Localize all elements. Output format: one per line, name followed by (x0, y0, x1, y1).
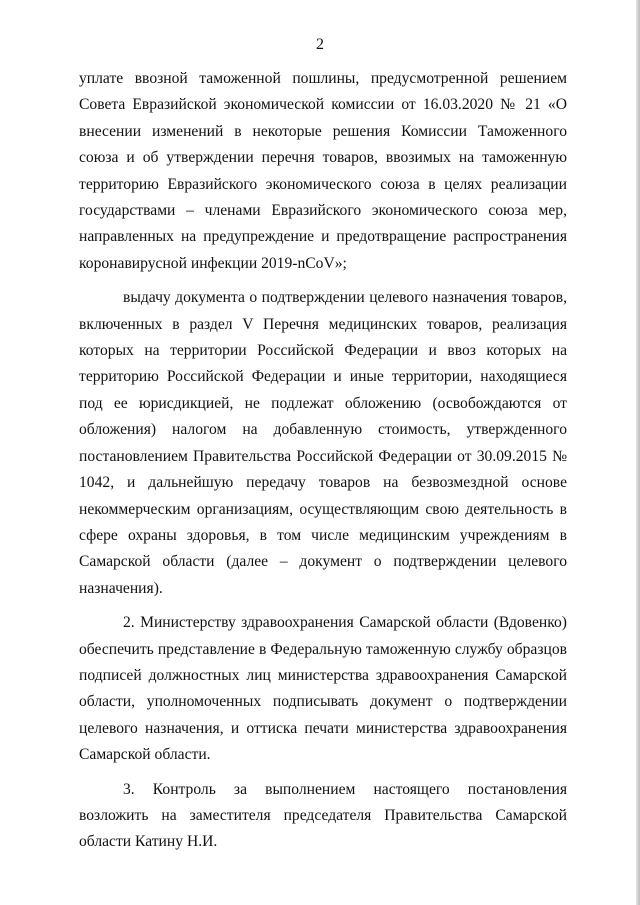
page-number: 2 (316, 36, 324, 53)
page-edge-shadow (636, 0, 640, 905)
paragraph-control: 3. Контроль за выполнением настоящего постановления возложить на заместителя председателя Правительства Самарской области Катину Н.И. (79, 780, 567, 851)
document-body (79, 66, 567, 856)
paragraph-document-issuance: выдачу документа о подтверждении целевого назначения товаров, включенных в раздел V Перечня медицинских товаров, реализация которых на территории Российской Федерации и ввоз которых на территорию Российской Федерации и иные территории, находящиеся под ее юрисдикцией, не подлежат обложению (освобождаются от обложения) налогом на добавленную стоимость, утвержденного постановлением Правительства Российской Федерации от 30.09.2015 № 1042, и дальнейшую передачу товаров на безвозмездной основе некоммерческим организациям, осуществляющим свою деятельность в сфере охраны здоровья, в том числе медицинским учреждениям в Самарской области (далее – документ о подтверждении целевого назначения). (79, 289, 567, 597)
paragraph-customs-duty: уплате ввозной таможенной пошлины, предусмотренной решением Совета Евразийской экономической комиссии от 16.03.2020 № 21 «О внесении изменений в некоторые решения Комиссии Таможенного союза и об утверждении перечня товаров, ввозимых на таможенную территорию Евразийского экономического союза в целях реализации государствами – членами Евразийского экономического союза мер, направленных на предупреждение и предотвращение распространения коронавирусной инфекции 2019-nCoV»; (79, 70, 567, 272)
paragraph-ministry-health: 2. Министерству здравоохранения Самарской области (Вдовенко) обеспечить представление в Федеральную таможенную службу образцов подписей должностных лиц министерства здравоохранения Самарской области, уполномоченных подписывать документ о подтверждении целевого назначения, и оттиска печати министерства здравоохранения Самарской области. (79, 614, 567, 764)
